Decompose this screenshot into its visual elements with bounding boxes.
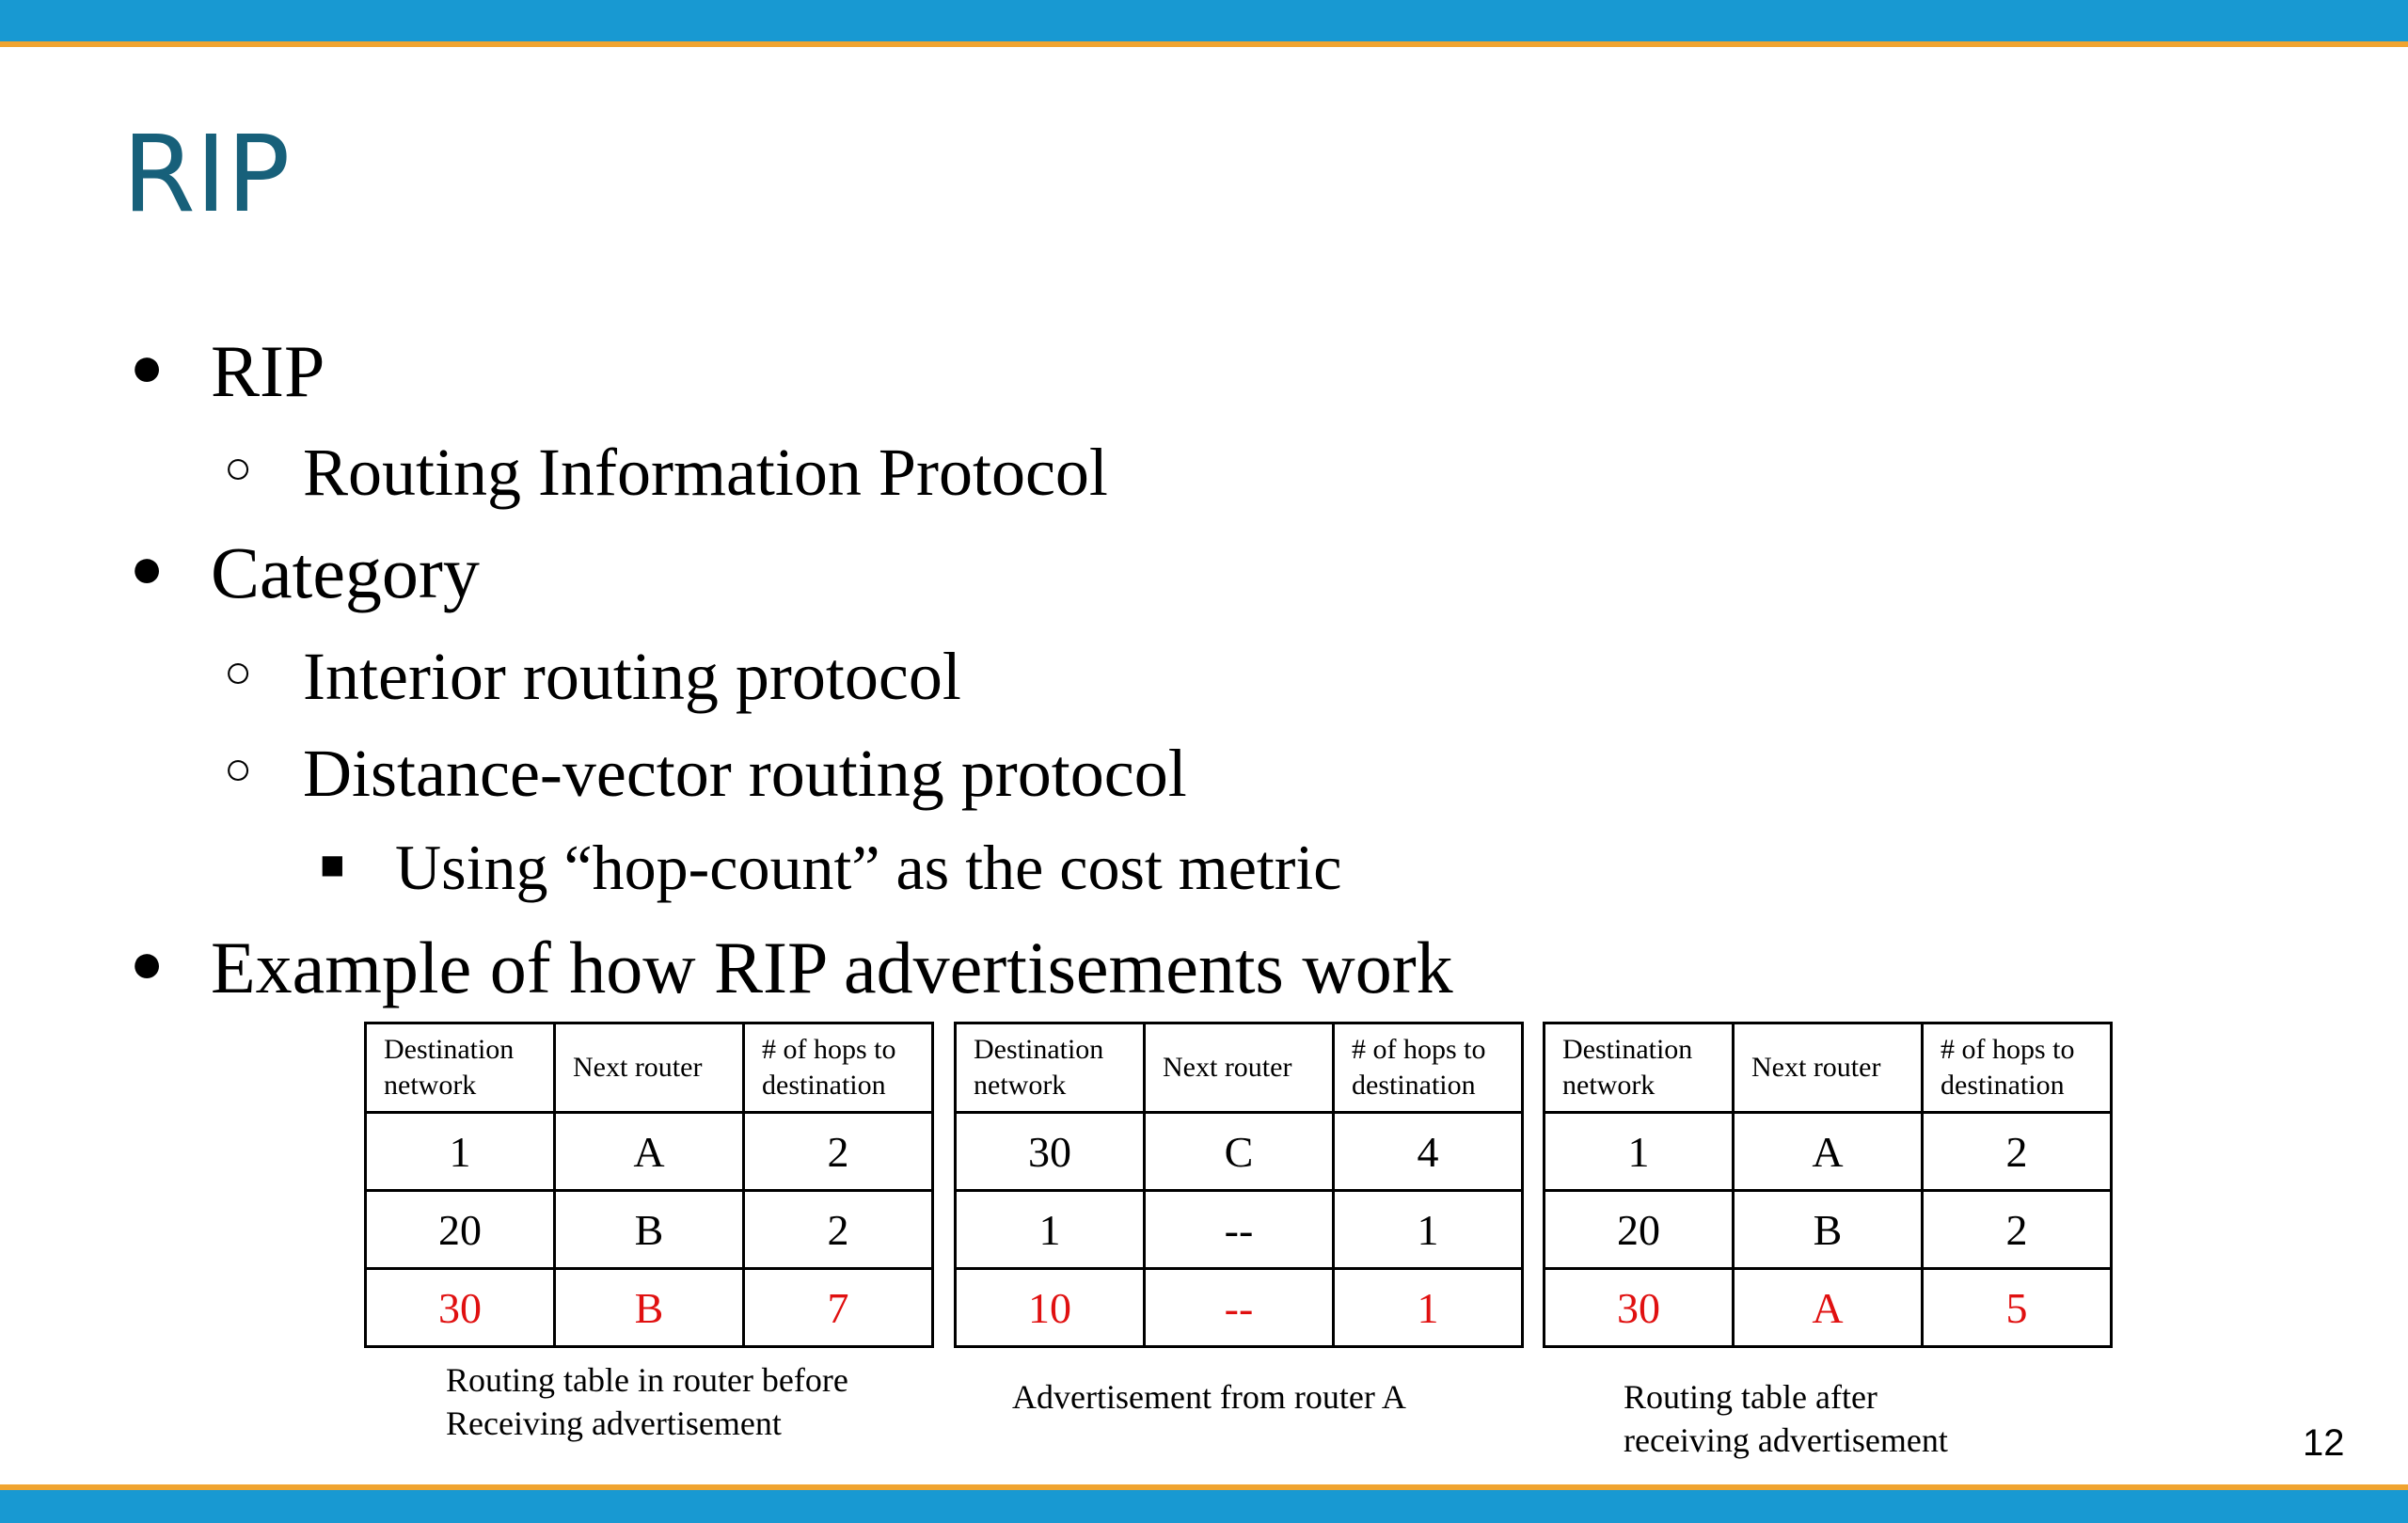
- cell-next-router: A: [555, 1113, 744, 1191]
- table-row: [366, 1113, 933, 1191]
- cell-destination: 10: [956, 1269, 1145, 1347]
- cell-destination: 1: [956, 1191, 1145, 1269]
- subsubbullet-marker: ■: [320, 842, 345, 888]
- caption-before: [446, 1358, 848, 1445]
- header-hops: # of hops to destination: [1923, 1023, 2112, 1113]
- table-row-highlighted: [366, 1269, 933, 1347]
- cell-next-router: A: [1734, 1113, 1923, 1191]
- table-row-highlighted: [956, 1269, 1523, 1347]
- table-header-row: [366, 1023, 933, 1113]
- page-number: 12: [2303, 1422, 2345, 1464]
- caption-advertisement: [1012, 1375, 1406, 1419]
- cell-next-router: B: [555, 1191, 744, 1269]
- bullet-text: Category: [211, 531, 480, 613]
- cell-next-router: A: [1734, 1269, 1923, 1347]
- routing-table-before: [364, 1022, 934, 1348]
- top-banner: [0, 0, 2408, 47]
- cell-destination: 20: [366, 1191, 555, 1269]
- caption-line: Advertisement from router A: [1012, 1378, 1406, 1416]
- header-next-router: Next router: [1734, 1023, 1923, 1113]
- cell-hops: 2: [744, 1113, 933, 1191]
- cell-destination: 1: [366, 1113, 555, 1191]
- cell-hops: 2: [1923, 1113, 2112, 1191]
- bullet-text: RIP: [211, 330, 325, 412]
- cell-next-router: C: [1145, 1113, 1334, 1191]
- bullet-marker: ●: [130, 537, 165, 599]
- header-next-router: Next router: [555, 1023, 744, 1113]
- subbullet-text: Distance-vector routing protocol: [303, 736, 1187, 811]
- cell-destination: 30: [366, 1269, 555, 1347]
- header-destination-network: Destination network: [366, 1023, 555, 1113]
- header-destination-network: Destination network: [1545, 1023, 1734, 1113]
- routing-table-after: [1543, 1022, 2113, 1348]
- subsubbullet-text: Using “hop-count” as the cost metric: [395, 832, 1342, 903]
- table-row: [956, 1191, 1523, 1269]
- subbullet-text: Interior routing protocol: [303, 639, 961, 714]
- subbullet-marker: ○: [224, 441, 253, 494]
- header-destination-network: Destination network: [956, 1023, 1145, 1113]
- header-next-router: Next router: [1145, 1023, 1334, 1113]
- advertisement-table: [954, 1022, 1524, 1348]
- subbullet-marker: ○: [224, 742, 253, 795]
- cell-destination: 20: [1545, 1191, 1734, 1269]
- table-row: [1545, 1191, 2112, 1269]
- cell-next-router: --: [1145, 1269, 1334, 1347]
- cell-destination: 30: [956, 1113, 1145, 1191]
- cell-next-router: B: [555, 1269, 744, 1347]
- cell-destination: 30: [1545, 1269, 1734, 1347]
- header-hops: # of hops to destination: [744, 1023, 933, 1113]
- table-header-row: [956, 1023, 1523, 1113]
- table-row: [366, 1191, 933, 1269]
- subbullet-marker: ○: [224, 645, 253, 698]
- table-row: [956, 1113, 1523, 1191]
- cell-destination: 1: [1545, 1113, 1734, 1191]
- cell-hops: 1: [1334, 1269, 1523, 1347]
- cell-hops: 1: [1334, 1191, 1523, 1269]
- cell-hops: 5: [1923, 1269, 2112, 1347]
- table-header-row: [1545, 1023, 2112, 1113]
- caption-line: Routing table after: [1624, 1378, 1877, 1416]
- bullet-marker: ●: [130, 336, 165, 398]
- caption-line: Receiving advertisement: [446, 1404, 782, 1442]
- caption-line: receiving advertisement: [1624, 1421, 1948, 1459]
- slide-title: RIP: [122, 114, 291, 236]
- caption-line: Routing table in router before: [446, 1361, 848, 1399]
- header-hops: # of hops to destination: [1334, 1023, 1523, 1113]
- table-row: [1545, 1113, 2112, 1191]
- caption-after: [1624, 1375, 1948, 1462]
- bullet-text: Example of how RIP advertisements work: [211, 927, 1453, 1008]
- bullet-marker: ●: [130, 932, 165, 994]
- cell-hops: 2: [744, 1191, 933, 1269]
- cell-hops: 4: [1334, 1113, 1523, 1191]
- cell-hops: 7: [744, 1269, 933, 1347]
- subbullet-text: Routing Information Protocol: [303, 435, 1108, 510]
- table-row-highlighted: [1545, 1269, 2112, 1347]
- cell-next-router: B: [1734, 1191, 1923, 1269]
- cell-next-router: --: [1145, 1191, 1334, 1269]
- cell-hops: 2: [1923, 1191, 2112, 1269]
